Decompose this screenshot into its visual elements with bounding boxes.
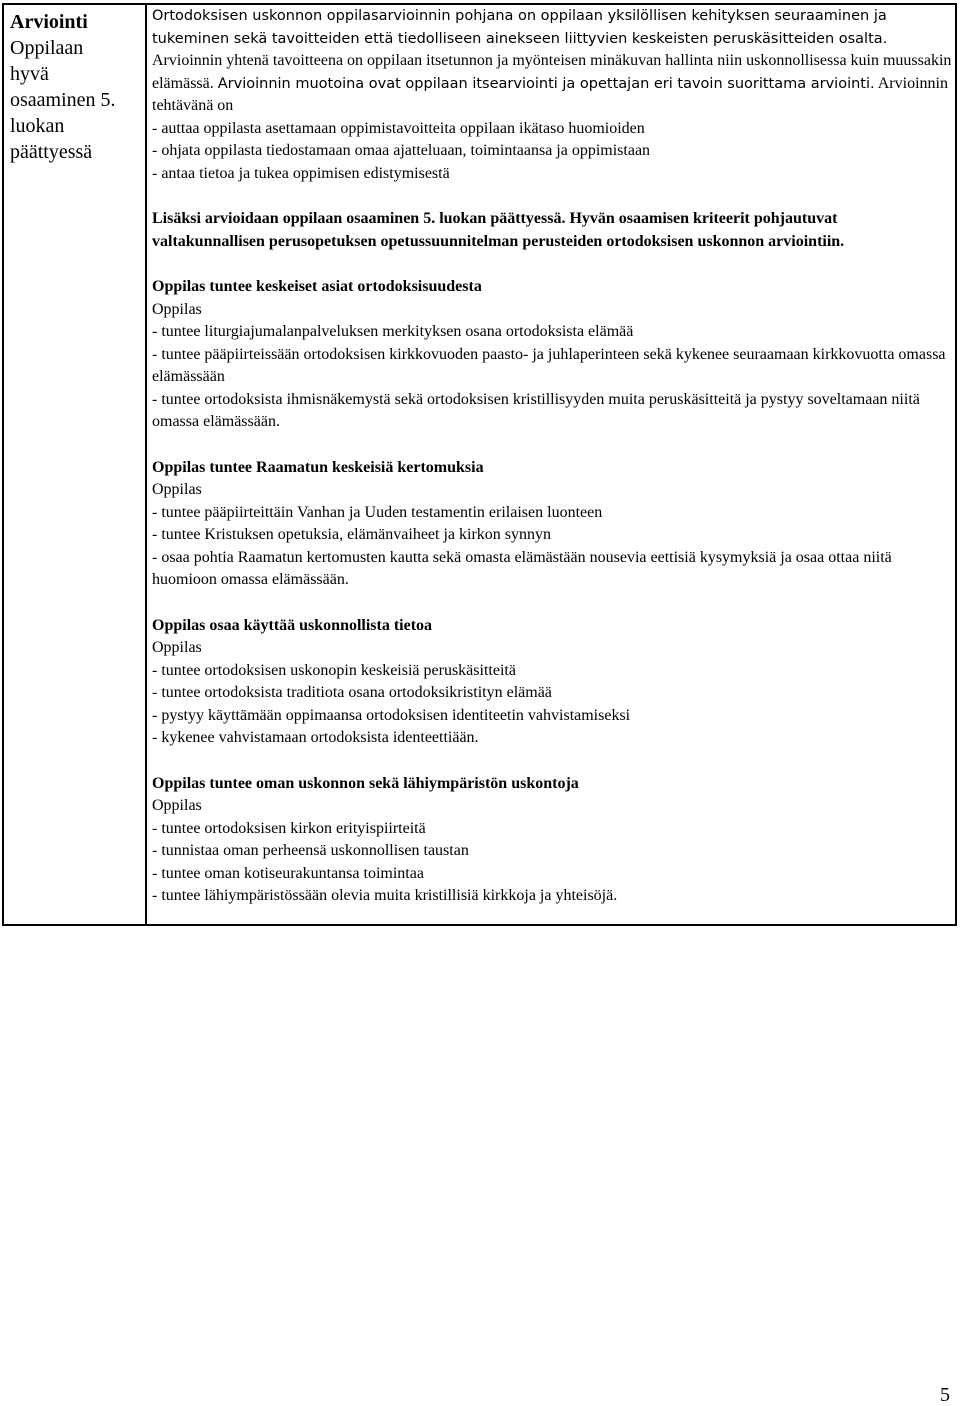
section-heading: Oppilas tuntee Raamatun keskeisiä kertomuksia bbox=[152, 458, 484, 476]
section-heading: Oppilas osaa käyttää uskonnollista tietoa bbox=[152, 616, 433, 634]
criteria-section bbox=[152, 773, 952, 908]
intro-task: - auttaa oppilasta asettamaan oppimistavoitteita oppilaan ikätaso huomioiden bbox=[152, 119, 645, 137]
intro-text-3: Arvioinnin muotoina ovat oppilaan itsearviointi ja opettajan eri tavoin suorittama arviointi. bbox=[217, 75, 875, 92]
section-item: - tunnistaa oman perheensä uskonnollisen taustan bbox=[152, 842, 469, 859]
left-column-line: Oppilaan bbox=[10, 37, 84, 59]
section-item: - pystyy käyttämään oppimaansa ortodoksisen identiteetin vahvistamiseksi bbox=[152, 706, 631, 724]
column-divider bbox=[145, 5, 147, 924]
section-item: - tuntee ortodoksista traditiota osana ortodoksikristityn elämää bbox=[152, 684, 552, 701]
criteria-section bbox=[152, 457, 952, 592]
section-subject: Oppilas bbox=[152, 797, 202, 814]
intro-task-list bbox=[152, 118, 952, 186]
intro-paragraph bbox=[152, 5, 952, 118]
section-item: - tuntee ortodoksista ihmisnäkemystä sekä ortodoksisen kristillisyyden muita peruskäsitteitä ja pystyy soveltamaan niitä omassa elämässään. bbox=[152, 390, 920, 430]
criteria-section bbox=[152, 615, 952, 750]
assessment-note: Lisäksi arvioidaan oppilaan osaaminen 5. luokan päättyessä. Hyvän osaamisen kriteerit pohjautuvat valtakunnallisen perusopetuksen opetussuunnitelman perusteiden ortodoksisen uskonnon arviointiin. bbox=[152, 210, 845, 250]
intro-text-2: Arvioinnin yhtenä tavoitteena on oppilaan itsetunnon ja myönteisen minäkuvan hallinta niin uskonnollisessa kuin muussakin elämässä. bbox=[152, 52, 952, 92]
assessment-table bbox=[2, 3, 957, 926]
section-item: - tuntee pääpiirteissään ortodoksisen kirkkovuoden paasto- ja juhlaperinteen sekä kykenee seuraamaan kirkkovuotta omassa elämässään bbox=[152, 345, 946, 385]
section-subject: Oppilas bbox=[152, 639, 202, 656]
section-item: - tuntee oman kotiseurakuntansa toimintaa bbox=[152, 864, 424, 882]
section-item: - tuntee ortodoksisen uskonopin keskeisiä peruskäsitteitä bbox=[152, 661, 516, 679]
right-column bbox=[152, 5, 952, 908]
section-subject: Oppilas bbox=[152, 481, 202, 498]
section-item: - tuntee pääpiirteittäin Vanhan ja Uuden testamentin erilaisen luonteen bbox=[152, 503, 603, 521]
left-column-title: Arviointi bbox=[10, 11, 88, 33]
section-item: - tuntee Kristuksen opetuksia, elämänvaiheet ja kirkon synnyn bbox=[152, 526, 552, 543]
section-item: - tuntee ortodoksisen kirkon erityispiirteitä bbox=[152, 819, 426, 837]
intro-text-4: Arvioinnin tehtävänä on bbox=[152, 74, 948, 114]
section-item: - tuntee liturgiajumalanpalveluksen merkityksen osana ortodoksista elämää bbox=[152, 323, 634, 340]
section-subject: Oppilas bbox=[152, 300, 202, 318]
section-heading: Oppilas tuntee keskeiset asiat ortodoksisuudesta bbox=[152, 278, 482, 295]
left-column bbox=[10, 9, 140, 165]
section-item: - osaa pohtia Raamatun kertomusten kautta sekä omasta elämästään nousevia eettisiä kysymyksiä ja osaa ottaa niitä huomioon omassa elämässään. bbox=[152, 548, 892, 588]
left-column-line: luokan bbox=[10, 115, 65, 137]
intro-task: - ohjata oppilasta tiedostamaan omaa ajatteluaan, toimintaansa ja oppimistaan bbox=[152, 142, 651, 159]
intro-text-1: Ortodoksisen uskonnon oppilasarvioinnin pohjana on oppilaan yksilöllisen kehityksen seuraaminen ja tukeminen sekä tavoitteiden että tiedolliseen ainekseen liittyvien keskeisten peruskäsitteiden osalta. bbox=[152, 8, 888, 47]
left-column-line: päättyessä bbox=[10, 141, 93, 163]
left-column-line: osaaminen 5. bbox=[10, 89, 116, 111]
section-item: - tuntee lähiympäristössään olevia muita kristillisiä kirkkoja ja yhteisöjä. bbox=[152, 887, 618, 904]
section-heading: Oppilas tuntee oman uskonnon sekä lähiympäristön uskontoja bbox=[152, 774, 579, 792]
section-item: - kykenee vahvistamaan ortodoksista identeettiään. bbox=[152, 729, 479, 746]
page-number: 5 bbox=[940, 1384, 950, 1406]
intro-task: - antaa tietoa ja tukea oppimisen edistymisestä bbox=[152, 164, 450, 182]
criteria-section bbox=[152, 276, 952, 434]
left-column-line: hyvä bbox=[10, 63, 49, 85]
